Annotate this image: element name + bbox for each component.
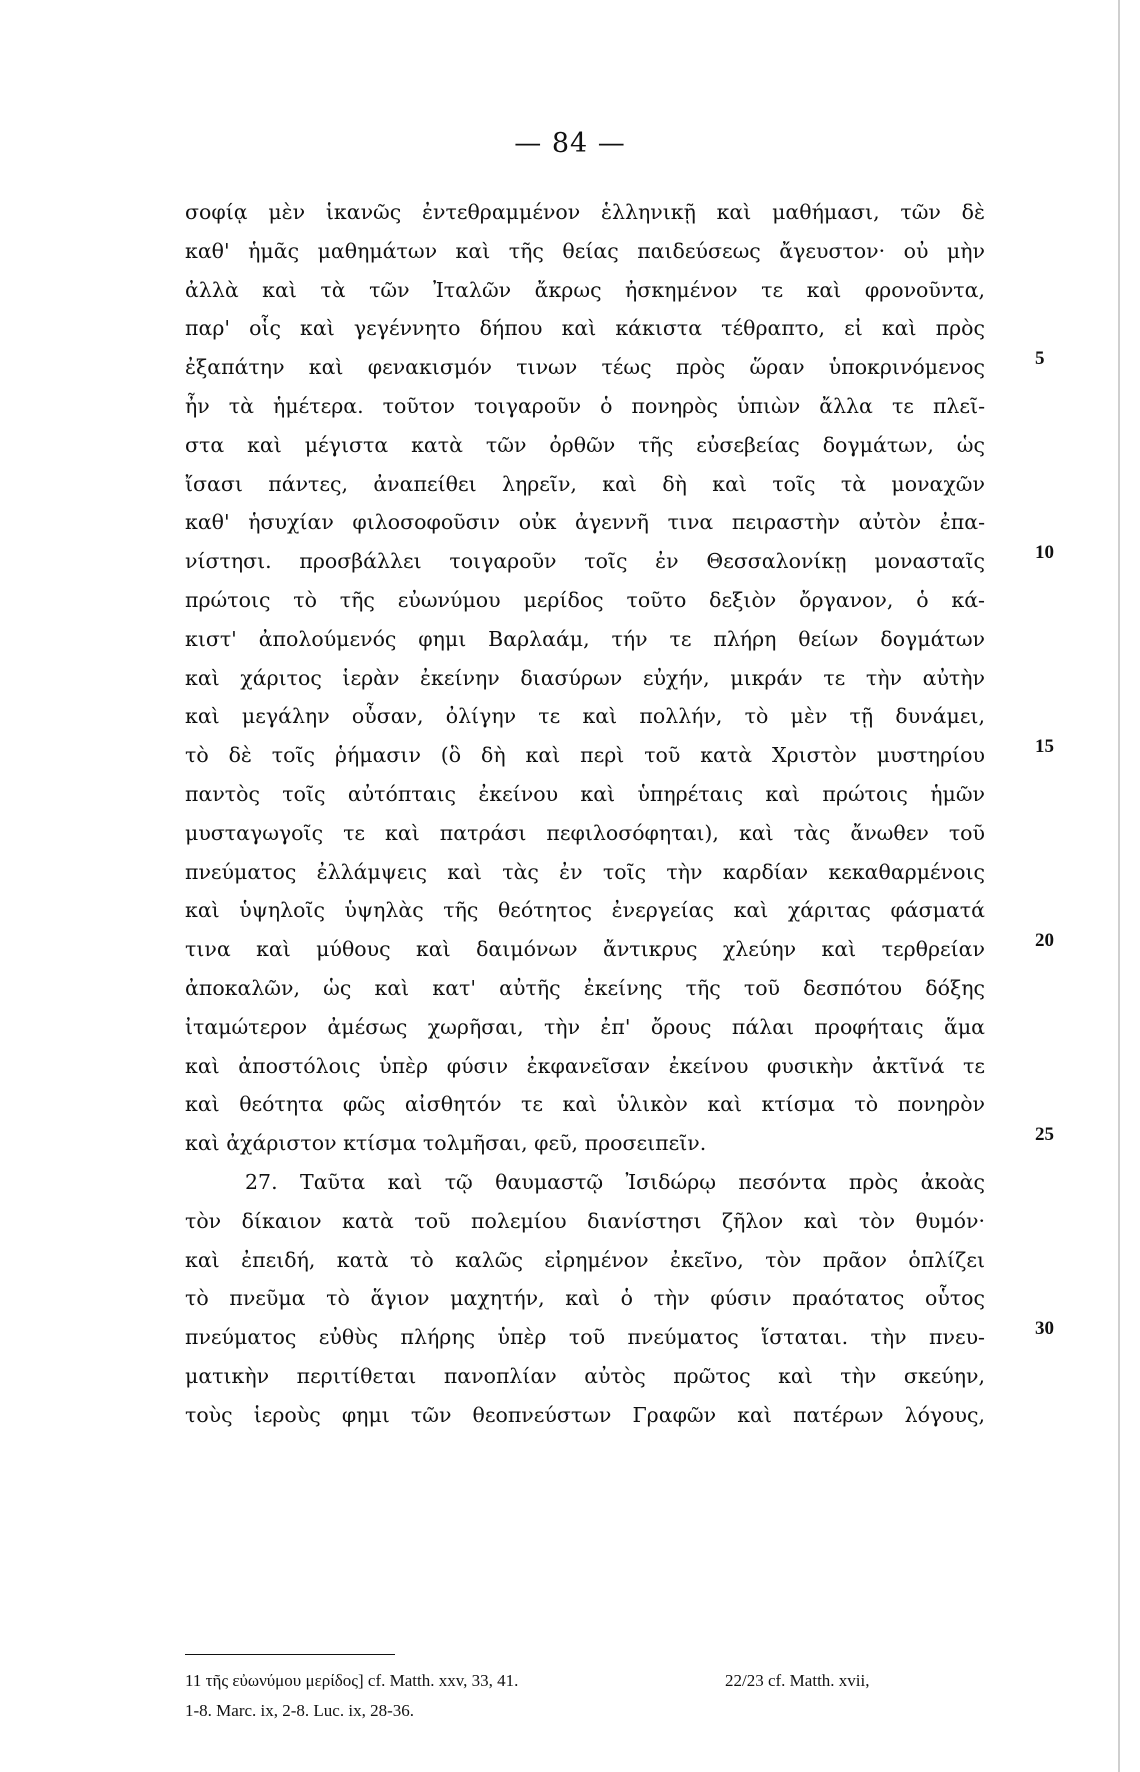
text-line: παρ' οἷς καὶ γεγέννητο δήπου καὶ κάκιστα τέθραπτο, εἰ καὶ πρὸς <box>185 316 985 341</box>
footnote-line-1 <box>185 1666 985 1696</box>
text-line: καὶ ἀχάριστον κτίσμα τολμῆσαι, φεῦ, προσειπεῖν. <box>185 1131 707 1156</box>
page-number: — 84 — <box>514 128 626 159</box>
text-line: στα καὶ μέγιστα κατὰ τῶν ὀρθῶν τῆς εὐσεβείας δογμάτων, ὡς <box>185 432 985 457</box>
text-line: πρώτοις τὸ τῆς εὐωνύμου μερίδος τοῦτο δεξιὸν ὄργανον, ὁ κά- <box>185 587 985 612</box>
text-line: τὸ πνεῦμα τὸ ἅγιον μαχητήν, καὶ ὁ τὴν φύσιν πραότατος οὗτος <box>185 1286 985 1311</box>
line-number-10: 10 <box>1035 542 1054 563</box>
section-27-start: 27. Ταῦτα καὶ τῷ θαυμαστῷ Ἰσιδώρῳ πεσόντα πρὸς ἀκοὰς <box>245 1169 985 1194</box>
text-line: ἀλλὰ καὶ τὰ τῶν Ἰταλῶν ἄκρως ἠσκημένον τε καὶ φρονοῦντα, <box>185 277 985 302</box>
text-line: ἀποκαλῶν, ὡς καὶ κατ' αὐτῆς ἐκείνης τῆς τοῦ δεσπότου δόξης <box>185 975 985 1000</box>
footnote-line-2: 1-8. Marc. ix, 2-8. Luc. ix, 28-36. <box>185 1701 414 1720</box>
footnote-22-23: 22/23 cf. Matth. xvii, <box>725 1671 870 1690</box>
text-line: μυσταγωγοῖς τε καὶ πατράσι πεφιλοσόφηται), καὶ τὰς ἄνωθεν τοῦ <box>185 820 985 845</box>
text-line: νίστησι. προσβάλλει τοιγαροῦν τοῖς ἐν Θεσσαλονίκῃ μονασταῖς <box>185 549 985 574</box>
line-number-30: 30 <box>1035 1318 1054 1339</box>
footnote-rule <box>185 1654 395 1655</box>
text-line: καὶ θεότητα φῶς αἰσθητόν τε καὶ ὑλικὸν καὶ κτίσμα τὸ πονηρὸν <box>185 1092 985 1117</box>
line-number-25: 25 <box>1035 1124 1054 1145</box>
text-line: ἐξαπάτην καὶ φενακισμόν τινων τέως πρὸς ὥραν ὑποκρινόμενος <box>185 355 985 380</box>
text-line: καὶ ἐπειδή, κατὰ τὸ καλῶς εἰρημένον ἐκεῖνο, τὸν πρᾶον ὁπλίζει <box>185 1247 985 1272</box>
text-line: καὶ ἀποστόλοις ὑπὲρ φύσιν ἐκφανεῖσαν ἐκείνου φυσικὴν ἀκτῖνά τε <box>185 1053 985 1078</box>
text-line: καὶ μεγάλην οὖσαν, ὀλίγην τε καὶ πολλήν, τὸ μὲν τῇ δυνάμει, <box>185 704 985 729</box>
line-number-5: 5 <box>1035 348 1045 369</box>
text-line: σοφίᾳ μὲν ἱκανῶς ἐντεθραμμένον ἑλληνικῇ καὶ μαθήμασι, τῶν δὲ <box>185 200 985 224</box>
footnote-11: 11 τῆς εὐωνύμου μερίδος] cf. Matth. xxv, 33, 41. <box>185 1671 519 1690</box>
text-line: καθ' ἡμᾶς μαθημάτων καὶ τῆς θείας παιδεύσεως ἄγευστον· οὐ μὴν <box>185 238 985 263</box>
text-line: ματικὴν περιτίθεται πανοπλίαν αὐτὸς πρῶτος καὶ τὴν σκεύην, <box>185 1363 985 1388</box>
text-line: καθ' ἡσυχίαν φιλοσοφοῦσιν οὐκ ἀγεννῆ τινα πειραστὴν αὐτὸν ἐπα- <box>185 510 985 535</box>
page-edge <box>1118 0 1120 1772</box>
text-line: κιστ' ἀπολούμενός φημι Βαρλαάμ, τήν τε πλήρη θείων δογμάτων <box>185 626 985 651</box>
line-number-15: 15 <box>1035 736 1054 757</box>
text-line: ἴσασι πάντες, ἀναπείθει ληρεῖν, καὶ δὴ καὶ τοῖς τὰ μοναχῶν <box>185 471 985 496</box>
text-line: καὶ χάριτος ἱερὰν ἐκείνην διασύρων εὐχήν, μικράν τε τὴν αὐτὴν <box>185 665 985 690</box>
text-line: τινα καὶ μύθους καὶ δαιμόνων ἄντικρυς χλεύην καὶ τερθρείαν <box>185 937 985 962</box>
text-line: ἦν τὰ ἡμέτερα. τοῦτον τοιγαροῦν ὁ πονηρὸς ὑπιὼν ἄλλα τε πλεῖ- <box>185 393 985 418</box>
text-line: τὸ δὲ τοῖς ῥήμασιν (ὃ δὴ καὶ περὶ τοῦ κατὰ Χριστὸν μυστηρίου <box>185 743 985 768</box>
footnotes <box>185 1666 985 1726</box>
line-number-20: 20 <box>1035 930 1054 951</box>
text-line: τοὺς ἱεροὺς φημι τῶν θεοπνεύστων Γραφῶν καὶ πατέρων λόγους, <box>185 1402 985 1427</box>
text-line: τὸν δίκαιον κατὰ τοῦ πολεμίου διανίστησι ζῆλον καὶ τὸν θυμόν· <box>185 1208 985 1233</box>
text-line: ἰταμώτερον ἀμέσως χωρῆσαι, τὴν ἐπ' ὄρους πάλαι προφήταις ἅμα <box>185 1014 985 1039</box>
text-line: πνεύματος ἐλλάμψεις καὶ τὰς ἐν τοῖς τὴν καρδίαν κεκαθαρμένοις <box>185 859 985 884</box>
text-line: πνεύματος εὐθὺς πλήρης ὑπὲρ τοῦ πνεύματος ἵσταται. τὴν πνευ- <box>185 1325 985 1350</box>
text-line: καὶ ὑψηλοῖς ὑψηλὰς τῆς θεότητος ἐνεργείας καὶ χάριτας φάσματά <box>185 898 985 923</box>
text-line: παντὸς τοῖς αὐτόπταις ἐκείνου καὶ ὑπηρέταις καὶ πρώτοις ἡμῶν <box>185 781 985 806</box>
body-text <box>185 193 985 1435</box>
